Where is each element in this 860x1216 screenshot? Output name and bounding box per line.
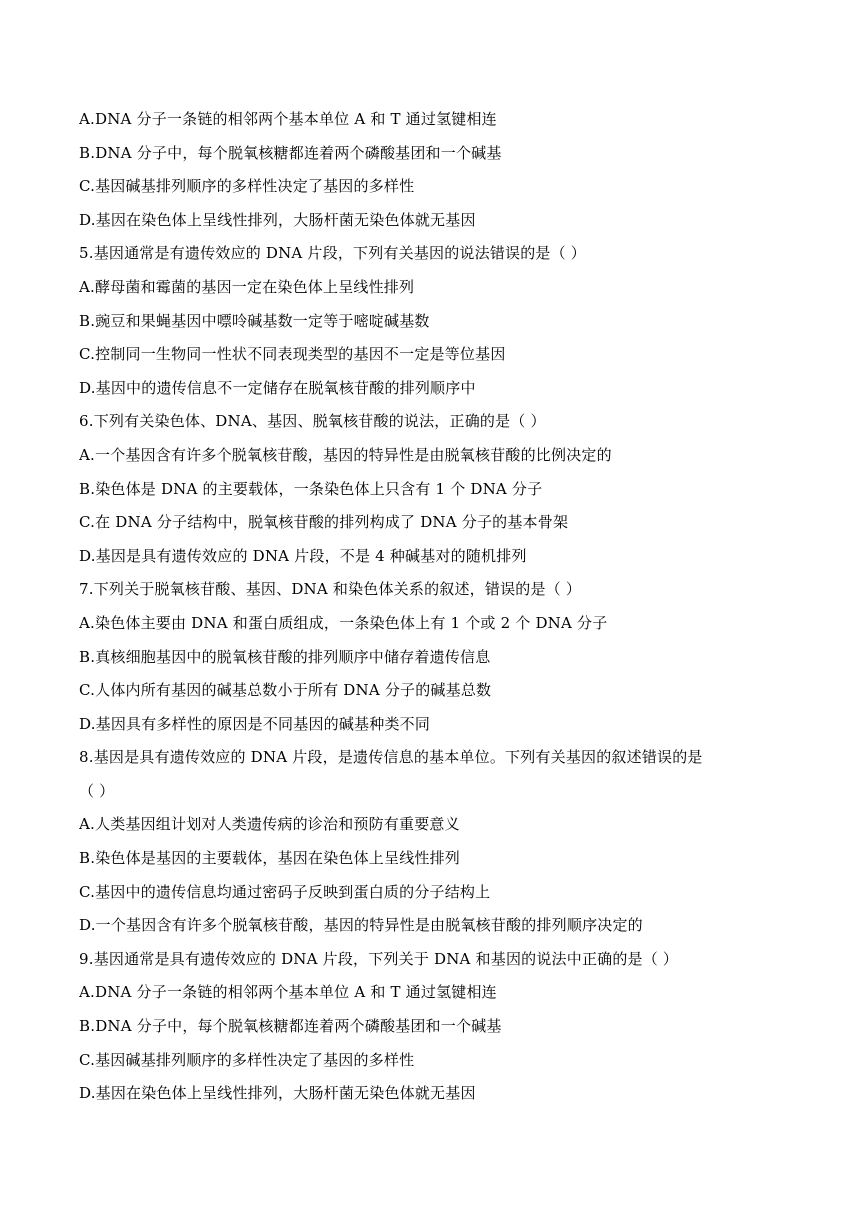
option-line: A.一个基因含有许多个脱氧核苷酸，基因的特异性是由脱氧核苷酸的比例决定的 (79, 445, 612, 464)
question-stem: 5.基因通常是有遗传效应的 DNA 片段，下列有关基因的说法错误的是（ ） (79, 244, 587, 263)
question-text-block (79, 103, 799, 1111)
option-line: C.基因碱基排列顺序的多样性决定了基因的多样性 (79, 177, 415, 196)
option-line: D.基因中的遗传信息不一定储存在脱氧核苷酸的排列顺序中 (79, 378, 476, 397)
option-line: A.DNA 分子一条链的相邻两个基本单位 A 和 T 通过氢键相连 (79, 983, 497, 1002)
question-stem-continuation: （ ） (79, 781, 115, 800)
option-line: C.控制同一生物同一性状不同表现类型的基因不一定是等位基因 (79, 345, 506, 364)
question-stem: 8.基因是具有遗传效应的 DNA 片段，是遗传信息的基本单位。下列有关基因的叙述错误的是 (79, 748, 703, 767)
option-line: B.染色体是 DNA 的主要载体，一条染色体上只含有 1 个 DNA 分子 (79, 479, 543, 498)
option-line: C.基因中的遗传信息均通过密码子反映到蛋白质的分子结构上 (79, 882, 491, 901)
option-line: A.染色体主要由 DNA 和蛋白质组成，一条染色体上有 1 个或 2 个 DNA 分子 (79, 613, 608, 632)
question-stem: 6.下列有关染色体、DNA、基因、脱氧核苷酸的说法，正确的是（ ） (79, 412, 546, 431)
option-line: D.基因是具有遗传效应的 DNA 片段，不是 4 种碱基对的随机排列 (79, 546, 527, 565)
option-line: B.DNA 分子中，每个脱氧核糖都连着两个磷酸基团和一个碱基 (79, 143, 502, 162)
option-line: D.基因具有多样性的原因是不同基因的碱基种类不同 (79, 714, 431, 733)
option-line: A.人类基因组计划对人类遗传病的诊治和预防有重要意义 (79, 815, 460, 834)
option-line: C.基因碱基排列顺序的多样性决定了基因的多样性 (79, 1050, 415, 1069)
question-stem: 7.下列关于脱氧核苷酸、基因、DNA 和染色体关系的叙述，错误的是（ ） (79, 580, 582, 599)
option-line: A.酵母菌和霉菌的基因一定在染色体上呈线性排列 (79, 277, 415, 296)
option-line: D.基因在染色体上呈线性排列，大肠杆菌无染色体就无基因 (79, 1084, 476, 1103)
option-line: C.人体内所有基因的碱基总数小于所有 DNA 分子的碱基总数 (79, 681, 492, 700)
option-line: B.真核细胞基因中的脱氧核苷酸的排列顺序中储存着遗传信息 (79, 647, 491, 666)
option-line: B.豌豆和果蝇基因中嘌呤碱基数一定等于嘧啶碱基数 (79, 311, 430, 330)
question-stem: 9.基因通常是具有遗传效应的 DNA 片段，下列关于 DNA 和基因的说法中正确的是（ ） (79, 949, 679, 968)
option-line: B.DNA 分子中，每个脱氧核糖都连着两个磷酸基团和一个碱基 (79, 1017, 502, 1036)
option-line: D.一个基因含有许多个脱氧核苷酸，基因的特异性是由脱氧核苷酸的排列顺序决定的 (79, 916, 643, 935)
option-line: A.DNA 分子一条链的相邻两个基本单位 A 和 T 通过氢键相连 (79, 110, 497, 128)
option-line: B.染色体是基因的主要载体，基因在染色体上呈线性排列 (79, 849, 460, 868)
option-line: C.在 DNA 分子结构中，脱氧核苷酸的排列构成了 DNA 分子的基本骨架 (79, 513, 569, 532)
option-line: D.基因在染色体上呈线性排列，大肠杆菌无染色体就无基因 (79, 210, 476, 229)
